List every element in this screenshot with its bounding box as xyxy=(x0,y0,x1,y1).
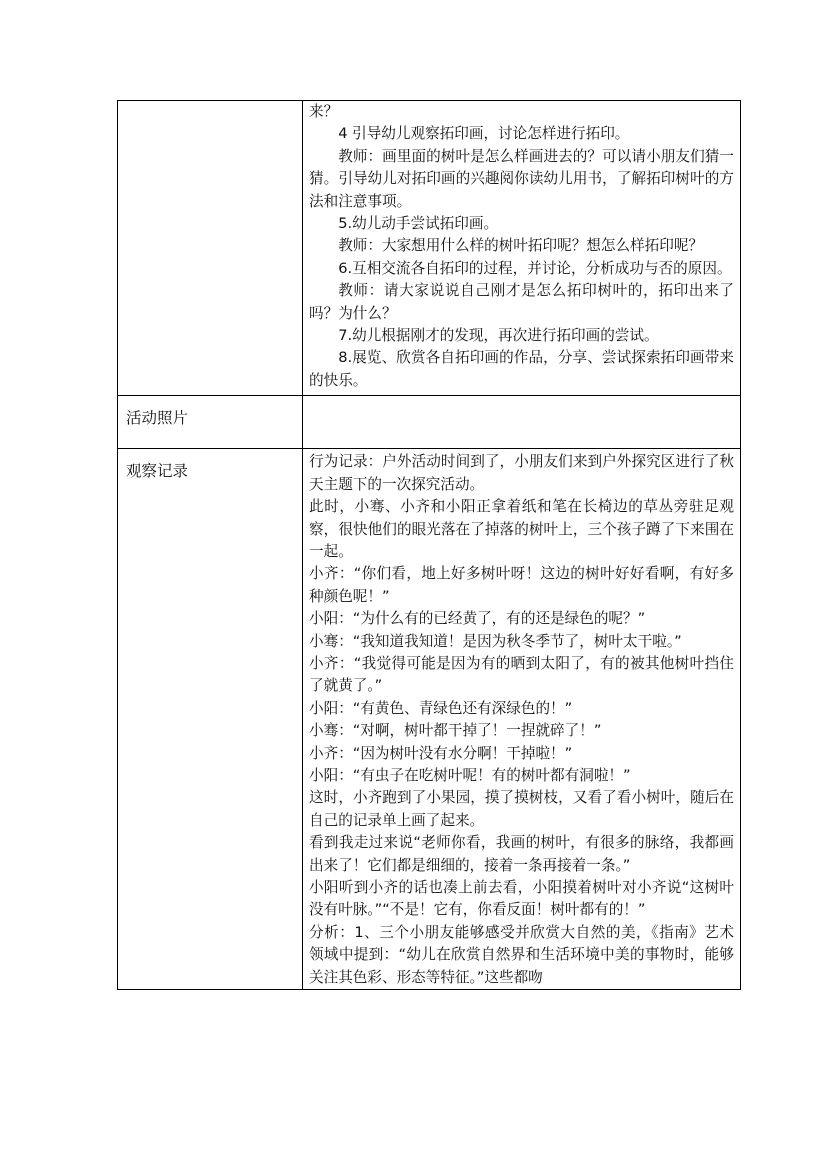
procedure-paragraph: 教师：大家想用什么样的树叶拓印呢？想怎么样拓印呢？ xyxy=(338,237,704,255)
observation-row xyxy=(118,449,741,990)
photos-content-cell xyxy=(303,396,741,449)
procedure-step-5: 5.幼儿动手尝试拓印画。 xyxy=(338,215,499,233)
observation-paragraph: 小阳听到小齐的话也凑上前去看，小阳摸着树叶对小齐说“这树叶没有叶脉。”“不是！它有，你看反面！树叶都有的！” xyxy=(309,879,734,919)
procedure-step-4: 4 引导幼儿观察拓印画，讨论怎样进行拓印。 xyxy=(338,125,630,143)
photos-row xyxy=(118,396,741,449)
observation-paragraph: 小齐：“因为树叶没有水分啊！干掉啦！” xyxy=(309,744,573,762)
procedure-row xyxy=(118,101,741,396)
procedure-content-cell xyxy=(303,101,741,396)
procedure-step-8: 8.展览、欣赏各自拓印画的作品，分享、尝试探索拓印画带来的快乐。 xyxy=(309,349,734,389)
observation-label: 观察记录 xyxy=(118,449,303,990)
photos-label: 活动照片 xyxy=(118,396,303,449)
analysis-paragraph: 分析：1、三个小朋友能够感受并欣赏大自然的美，《指南》艺术领域中提到：“幼儿在欣赏自然界和生活环境中美的事物时，能够关注其色彩、形态等特征。”这些都吻 xyxy=(309,923,734,986)
observation-paragraph: 看到我走过来说“老师你看，我画的树叶，有很多的脉络，我都画出来了！它们都是细细的，接着一条再接着一条。” xyxy=(309,834,734,874)
observation-paragraph: 行为记录：户外活动时间到了，小朋友们来到户外探究区进行了秋天主题下的一次探究活动。 xyxy=(309,453,734,493)
observation-paragraph: 小齐：“我觉得可能是因为有的晒到太阳了，有的被其他树叶挡住了就黄了。” xyxy=(309,654,734,695)
observation-paragraph: 这时，小齐跑到了小果园，摸了摸树枝，又看了看小树叶，随后在自己的记录单上画了起来。 xyxy=(309,789,734,829)
observation-paragraph: 小阳：“有黄色、青绿色还有深绿色的！” xyxy=(309,699,573,717)
procedure-label-cell xyxy=(118,101,303,396)
procedure-paragraph: 教师：画里面的树叶是怎么样画进去的？可以请小朋友们猜一猜。引导幼儿对拓印画的兴趣阅你读幼儿用书，了解拓印树叶的方法和注意事项。 xyxy=(309,147,734,210)
observation-paragraph: 小齐：“你们看，地上好多树叶呀！这边的树叶好好看啊，有好多种颜色呢！” xyxy=(309,565,734,605)
procedure-step-7: 7.幼儿根据刚才的发现，再次进行拓印画的尝试。 xyxy=(338,327,659,345)
observation-paragraph: 小阳：“为什么有的已经黄了，有的还是绿色的呢？” xyxy=(309,610,646,628)
observation-paragraph: 小阳：“有虫子在吃树叶呢！有的树叶都有洞啦！” xyxy=(309,766,631,784)
activity-plan-table xyxy=(117,100,741,990)
procedure-step-6: 6.互相交流各自拓印的过程，并讨论，分析成功与否的原因。 xyxy=(338,259,732,277)
procedure-paragraph: 教师：请大家说说自己刚才是怎么拓印树叶的，拓印出来了吗？为什么？ xyxy=(309,282,734,322)
procedure-paragraph: 来？ xyxy=(309,103,339,120)
observation-content-cell xyxy=(303,449,741,990)
observation-paragraph: 小骞：“我知道我知道！是因为秋冬季节了，树叶太干啦。” xyxy=(309,632,682,650)
observation-paragraph: 小骞：“对啊，树叶都干掉了！一捏就碎了！” xyxy=(309,722,602,740)
observation-paragraph: 此时，小骞、小齐和小阳正拿着纸和笔在长椅边的草丛旁驻足观察，很快他们的眼光落在了掉落的树叶上，三个孩子蹲了下来围在一起。 xyxy=(309,498,734,560)
